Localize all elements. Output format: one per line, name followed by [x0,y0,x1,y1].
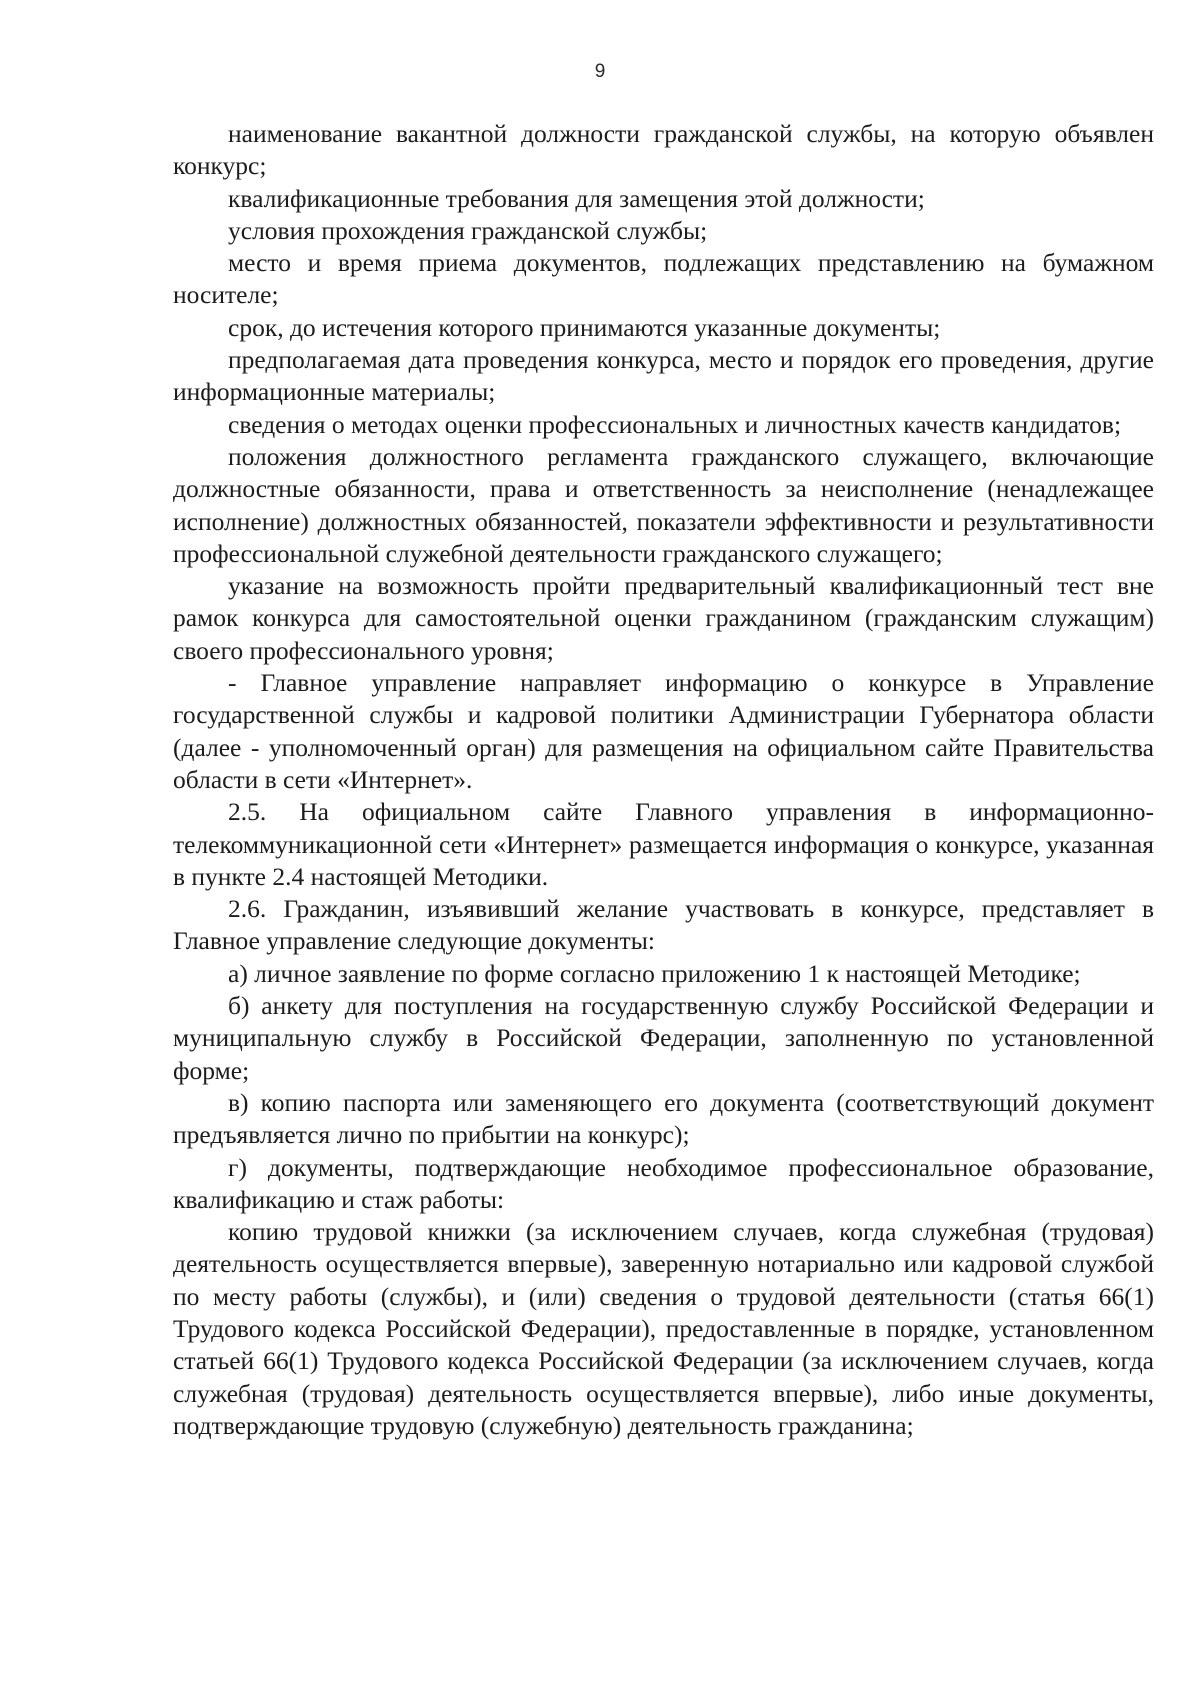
paragraph-job-regulations: положения должностного регламента гражданского служащего, включающие должностные обязанности, права и ответственность за неисполнение (ненадлежащее исполнение) должностных обязанностей, показатели эффективности и результативности профессиональной служебной деятельности гражданского служащего; [173,441,1154,568]
paragraph-item-v: в) копию паспорта или заменяющего его документа (соответствующий документ предъявляется лично по прибытии на конкурс); [173,1087,1154,1150]
paragraph-vacancy-name: наименование вакантной должности гражданской службы, на которую объявлен конкурс; [173,119,1154,181]
paragraph-item-g: г) документы, подтверждающие необходимое профессиональное образование, квалификацию и стаж работы: [173,1152,1154,1214]
paragraph-information-transfer: - Главное управление направляет информацию о конкурсе в Управление государственной службы и кадровой политики Администрации Губернатора области (далее - уполномоченный орган) для размещения на официальном сайте Правительства области в сети «Интернет». [173,668,1154,794]
paragraph-deadline: срок, до истечения которого принимаются указанные документы; [228,312,941,342]
paragraph-document-reception: место и время приема документов, подлежащих представлению на бумажном носителе; [173,248,1154,310]
page-number: 9 [594,61,606,82]
paragraph-contest-date: предполагаемая дата проведения конкурса, место и порядок его проведения, другие информационные материалы; [173,345,1154,407]
paragraph-service-conditions: условия прохождения гражданской службы; [228,215,708,245]
document-body [173,118,1154,1442]
paragraph-work-record: копию трудовой книжки (за исключением случаев, когда служебная (трудовая) деятельность осуществляется впервые), заверенную нотариально или кадровой службой по месту работы (службы), и (или) сведения о трудовой деятельности (статья 66(1) Трудового кодекса Российской Федерации), предоставленные в порядке, установленном статьей 66(1) Трудового кодекса Российской Федерации (за исключением случаев, когда служебная (трудовая) деятельность осуществляется впервые), либо иные документы, подтверждающие трудовую (служебную) деятельность гражданина; [173,1217,1154,1440]
paragraph-2-6: 2.6. Гражданин, изъявивший желание участвовать в конкурсе, представляет в Главное управление следующие документы: [173,894,1154,956]
paragraph-qualification-requirements: квалификационные требования для замещения этой должности; [228,183,925,213]
paragraph-qualification-test: указание на возможность пройти предварительный квалификационный тест вне рамок конкурса для самостоятельной оценки гражданином (гражданским служащим) своего профессионального уровня; [173,571,1154,665]
paragraph-item-a: а) личное заявление по форме согласно приложению 1 к настоящей Методике; [228,958,1081,988]
paragraph-item-b: б) анкету для поступления на государственную службу Российской Федерации и муниципальную службу в Российской Федерации, заполненную по установленной форме; [173,991,1154,1085]
paragraph-assessment-methods: сведения о методах оценки профессиональных и личностных качеств кандидатов; [228,409,1122,439]
paragraph-2-5: 2.5. На официальном сайте Главного управления в информационно-телекоммуникационной сети «Интернет» размещается информация о конкурсе, указанная в пункте 2.4 настоящей Методики. [173,797,1154,891]
